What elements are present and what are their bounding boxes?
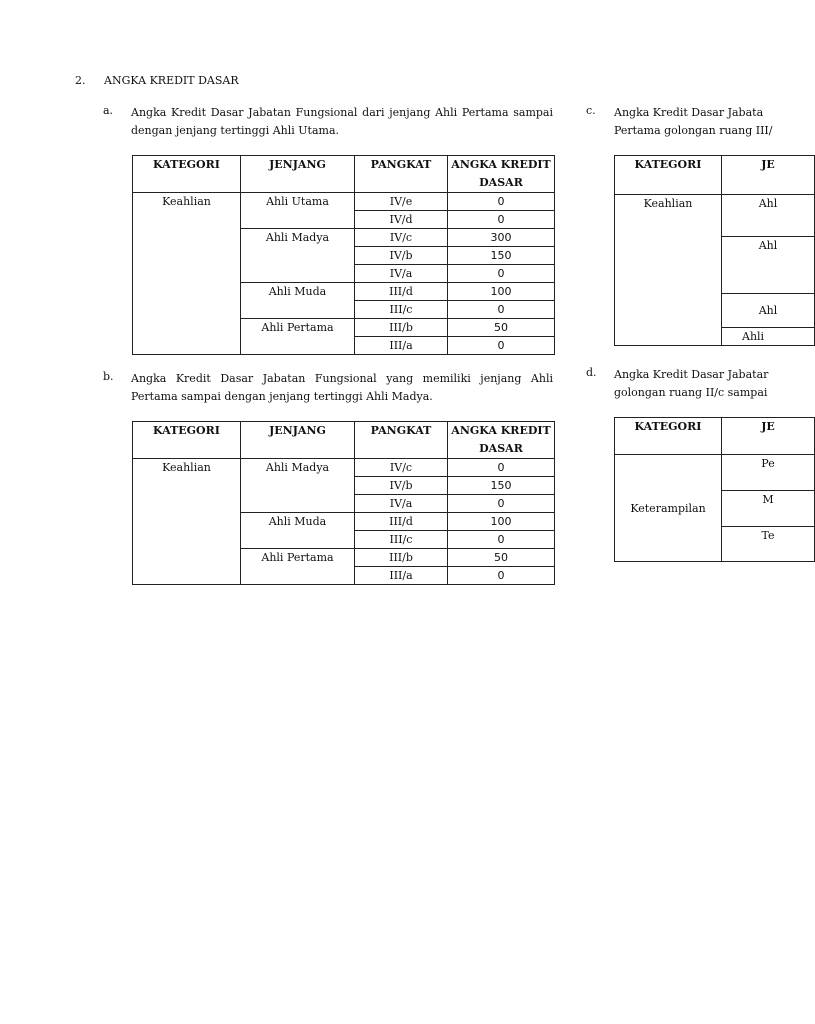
pangkat-cell: IV/a (355, 265, 448, 283)
table-row (133, 459, 555, 477)
pangkat-cell: III/a (355, 567, 448, 585)
pangkat-cell: IV/c (355, 459, 448, 477)
pangkat-cell: III/d (355, 513, 448, 531)
table-b (132, 421, 555, 585)
kategori-cell: Keahlian (615, 195, 722, 346)
angka-cell: 50 (448, 319, 555, 337)
pangkat-cell: IV/d (355, 211, 448, 229)
section-c-paragraph (586, 104, 786, 144)
jenjang-cell: Ahli Pertama (241, 549, 355, 585)
header-pangkat: PANGKAT (355, 156, 448, 193)
section-d-paragraph (586, 366, 786, 406)
jenjang-cell: Ahl (722, 294, 815, 328)
table-d (614, 417, 815, 562)
table-row (133, 193, 555, 211)
table-row (615, 294, 815, 328)
kategori-cell: Keahlian (133, 459, 241, 585)
pangkat-cell: III/a (355, 337, 448, 355)
angka-cell: 0 (448, 265, 555, 283)
table-row (615, 328, 815, 346)
angka-cell: 0 (448, 193, 555, 211)
angka-cell: 0 (448, 211, 555, 229)
jenjang-cell: Ahli Madya (241, 459, 355, 513)
section-c-letter: c. (586, 104, 596, 117)
jenjang-cell: Ahli Madya (241, 229, 355, 283)
section-b-paragraph (103, 370, 553, 410)
header-pangkat: PANGKAT (355, 422, 448, 459)
pangkat-cell: III/c (355, 301, 448, 319)
kategori-cell: Keahlian (133, 193, 241, 355)
jenjang-cell: Ahl (722, 237, 815, 294)
header-kategori: KATEGORI (133, 156, 241, 193)
angka-cell: 150 (448, 477, 555, 495)
angka-cell: 0 (448, 495, 555, 513)
table-c (614, 155, 815, 346)
pangkat-cell: IV/b (355, 477, 448, 495)
pangkat-cell: III/d (355, 283, 448, 301)
angka-cell: 0 (448, 531, 555, 549)
angka-cell: 0 (448, 301, 555, 319)
angka-cell: 50 (448, 549, 555, 567)
table-d-header-row (615, 418, 815, 455)
jenjang-cell: Ahli Muda (241, 513, 355, 549)
angka-cell: 300 (448, 229, 555, 247)
jenjang-cell: Ahli Muda (241, 283, 355, 319)
header-kategori: KATEGORI (133, 422, 241, 459)
section-title: ANGKA KREDIT DASAR (104, 74, 239, 87)
header-kategori: KATEGORI (615, 418, 722, 455)
angka-cell: 0 (448, 459, 555, 477)
header-jenjang: JE (722, 418, 815, 455)
jenjang-cell: M (722, 491, 815, 527)
table-row (615, 491, 815, 527)
jenjang-cell: Ahli (722, 328, 815, 346)
header-angka-kredit: ANGKA KREDIT DASAR (448, 156, 555, 193)
table-row (615, 195, 815, 237)
header-kategori: KATEGORI (615, 156, 722, 195)
jenjang-cell: Ahli Utama (241, 193, 355, 229)
table-row (615, 527, 815, 562)
table-b-header-row (133, 422, 555, 459)
section-number: 2. (75, 74, 86, 87)
section-b-text: Angka Kredit Dasar Jabatan Fungsional yang memiliki jenjang Ahli Pertama sampai dengan jenjang tertinggi Ahli Madya. (131, 372, 553, 403)
pangkat-cell: IV/b (355, 247, 448, 265)
angka-cell: 150 (448, 247, 555, 265)
jenjang-cell: Te (722, 527, 815, 562)
section-d-text (614, 366, 784, 402)
section-b-letter: b. (103, 370, 114, 383)
angka-cell: 100 (448, 513, 555, 531)
section-a-paragraph (103, 104, 553, 144)
jenjang-cell: Pe (722, 455, 815, 491)
pangkat-cell: IV/a (355, 495, 448, 513)
header-jenjang: JENJANG (241, 156, 355, 193)
section-d-line1: Angka Kredit Dasar Jabatar (614, 368, 769, 381)
section-a-letter: a. (103, 104, 114, 117)
section-a-text: Angka Kredit Dasar Jabatan Fungsional dari jenjang Ahli Pertama sampai dengan jenjang tertinggi Ahli Utama. (131, 106, 553, 137)
section-c-line1: Angka Kredit Dasar Jabata (614, 106, 764, 119)
table-row (615, 455, 815, 491)
table-a (132, 155, 555, 355)
table-a-header-row (133, 156, 555, 193)
kategori-cell: Keterampilan (615, 455, 722, 562)
section-d-letter: d. (586, 366, 597, 379)
header-jenjang: JE (722, 156, 815, 195)
pangkat-cell: IV/e (355, 193, 448, 211)
angka-cell: 100 (448, 283, 555, 301)
header-jenjang: JENJANG (241, 422, 355, 459)
header-angka-kredit: ANGKA KREDIT DASAR (448, 422, 555, 459)
jenjang-cell: Ahl (722, 195, 815, 237)
table-row (615, 237, 815, 294)
section-c-line2: Pertama golongan ruang III/ (614, 124, 773, 137)
table-c-header-row (615, 156, 815, 195)
jenjang-cell: Ahli Pertama (241, 319, 355, 355)
angka-cell: 0 (448, 567, 555, 585)
pangkat-cell: IV/c (355, 229, 448, 247)
angka-cell: 0 (448, 337, 555, 355)
pangkat-cell: III/c (355, 531, 448, 549)
pangkat-cell: III/b (355, 319, 448, 337)
section-c-text (614, 104, 784, 140)
pangkat-cell: III/b (355, 549, 448, 567)
section-d-line2: golongan ruang II/c sampai (614, 386, 768, 399)
